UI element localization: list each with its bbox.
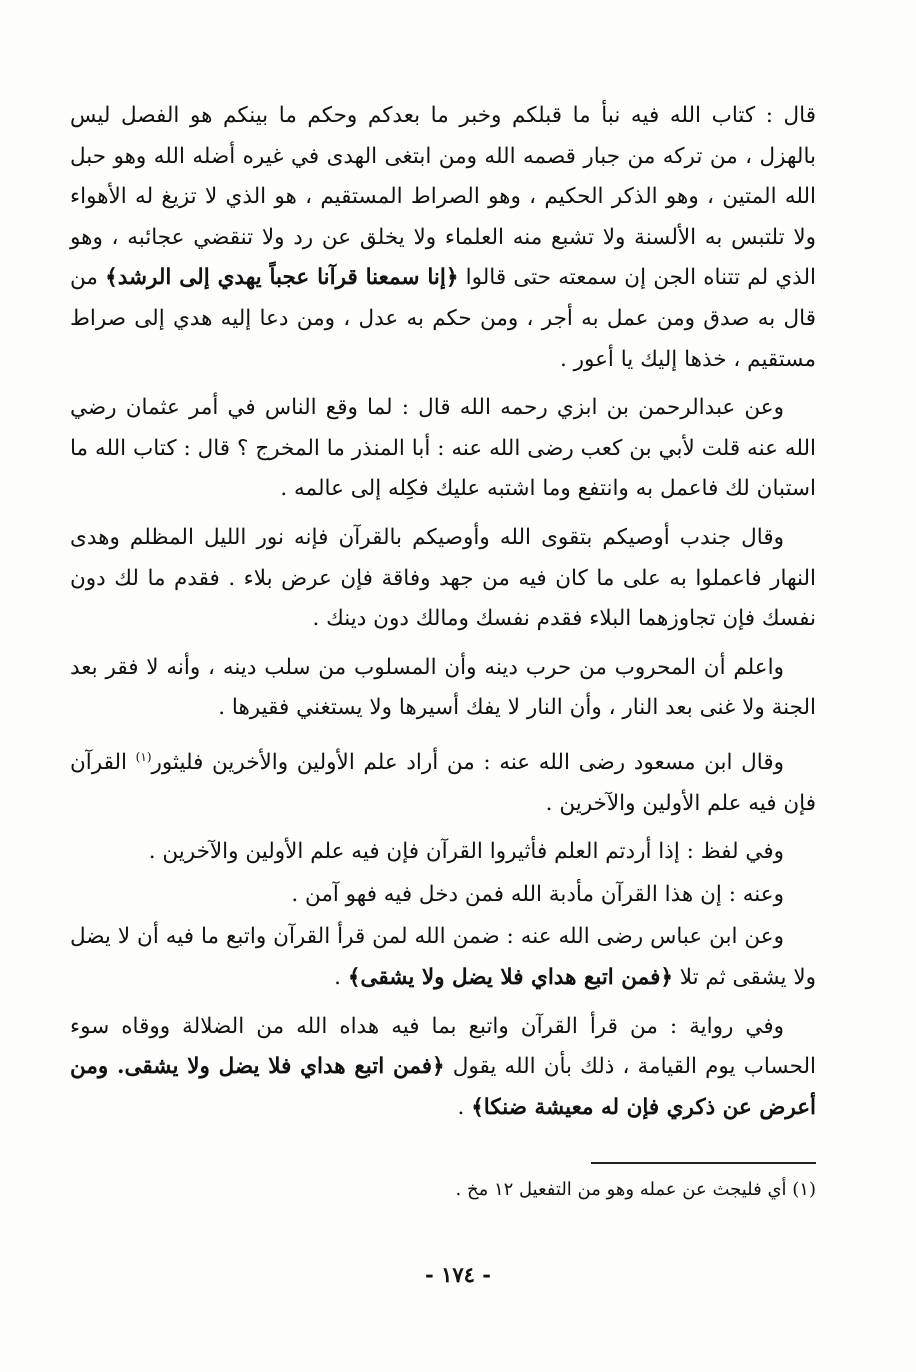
paragraph-9-text-b: .	[457, 1094, 472, 1120]
paragraph-8-text-a: وعن ابن عباس رضى الله عنه : ضمن الله لمن قرأ القرآن واتبع ما فيه أن لا يضل ولا يشقى ثم تلا	[70, 924, 816, 991]
footnote-marker: (١)	[135, 749, 152, 764]
paragraph-5-text-b: القرآن فإن فيه علم الأولين والآخرين .	[70, 750, 816, 816]
footnote: (١) أي فليجث عن عمله وهو من التفعيل ١٢ مخ .	[455, 1179, 816, 1200]
paragraph-7-text: وعنه : إن هذا القرآن مأدبة الله فمن دخل فيه فهو آمن .	[291, 881, 784, 907]
paragraph-9-text-a: وفي رواية : من قرأ القرآن واتبع بما فيه هداه الله من الضلالة ووقاه سوء الحساب يوم القيامة ، ذلك بأن الله يقول	[70, 1013, 816, 1080]
paragraph-3	[70, 518, 816, 640]
paragraph-8-text-b: .	[334, 965, 348, 991]
paragraph-3-text: وقال جندب أوصيكم بتقوى الله وأوصيكم بالقرآن فإنه نور الليل المظلم وهدى النهار فاعملوا به على ما كان فيه من جهد وفاقة فإن عرض بلاء . فقدم ما لك دون نفسك فإن تجاوزهما البلاء فقدم نفسك ومالك دون دينك .	[70, 524, 816, 632]
paragraph-1-quran-quote: ﴿إنا سمعنا قرآنا عجباً يهدي إلى الرشد﴾	[105, 265, 459, 291]
paragraph-5	[70, 737, 816, 824]
paragraph-2-text: وعن عبدالرحمن بن ابزي رحمه الله قال : لما وقع الناس في أمر عثمان رضي الله عنه قلت لأبي بن كعب رضى الله عنه : أبا المنذر ما المخرج ؟ قال : كتاب الله ما استبان لك فاعمل به وانتفع وما اشتبه عليك فكِله إلى عالمه .	[70, 395, 816, 502]
paragraph-1	[70, 96, 816, 380]
page-number: - ١٧٤ -	[425, 1262, 491, 1287]
paragraph-6-text: وفي لفظ : إذا أردتم العلم فأثيروا القرآن فإن فيه علم الأولين والآخرين .	[148, 839, 784, 865]
paragraph-4-text: واعلم أن المحروب من حرب دينه وأن المسلوب من سلب دينه ، وأنه لا فقر بعد الجنة ولا غنى بعد النار ، وأن النار لا يفك أسيرها ولا يستغني فقيرها .	[70, 654, 816, 721]
paragraph-5-text-a: وقال ابن مسعود رضى الله عنه : من أراد علم الأولين والأخرين فليثور	[151, 750, 784, 776]
footnote-divider	[591, 1162, 816, 1164]
paragraph-8-quran-quote: ﴿فمن اتبع هداي فلا يضل ولا يشقى﴾	[347, 965, 673, 991]
paragraph-2	[70, 388, 816, 510]
paragraph-4	[70, 648, 816, 729]
paragraph-1-text-a: قال : كتاب الله فيه نبأ ما قبلكم وخبر ما بعدكم وحكم ما بينكم هو الفصل ليس بالهزل ، من تركه من جبار قصمه الله ومن ابتغى الهدى في غيره أضله الله وهو حبل الله المتين ، وهو الذكر الحكيم ، وهو الصراط المستقيم ، هو الذي لا تزيغ له الأهواء ولا تلتبس به الألسنة ولا تشبع منه العلماء ولا يخلق عن رد ولا تنقضي عجائبه ، وهو الذي لم تتناه الجن إن سمعته حتى قالوا	[70, 103, 816, 291]
paragraph-9-quran-quote: ﴿فمن اتبع هداي فلا يضل ولا يشقى. ومن أعرض عن ذكري فإن له معيشة ضنكا﴾	[70, 1054, 816, 1120]
paragraph-6	[70, 832, 816, 873]
paragraph-8	[70, 917, 816, 998]
paragraph-1-text-b: من قال به صدق ومن عمل به أجر ، ومن حكم به عدل ، ومن دعا إليه هدي إلى صراط مستقيم ، خذها إليك يا أعور .	[70, 265, 816, 372]
paragraph-9	[70, 1007, 816, 1129]
page-body	[70, 96, 816, 1136]
paragraph-7	[70, 875, 816, 916]
